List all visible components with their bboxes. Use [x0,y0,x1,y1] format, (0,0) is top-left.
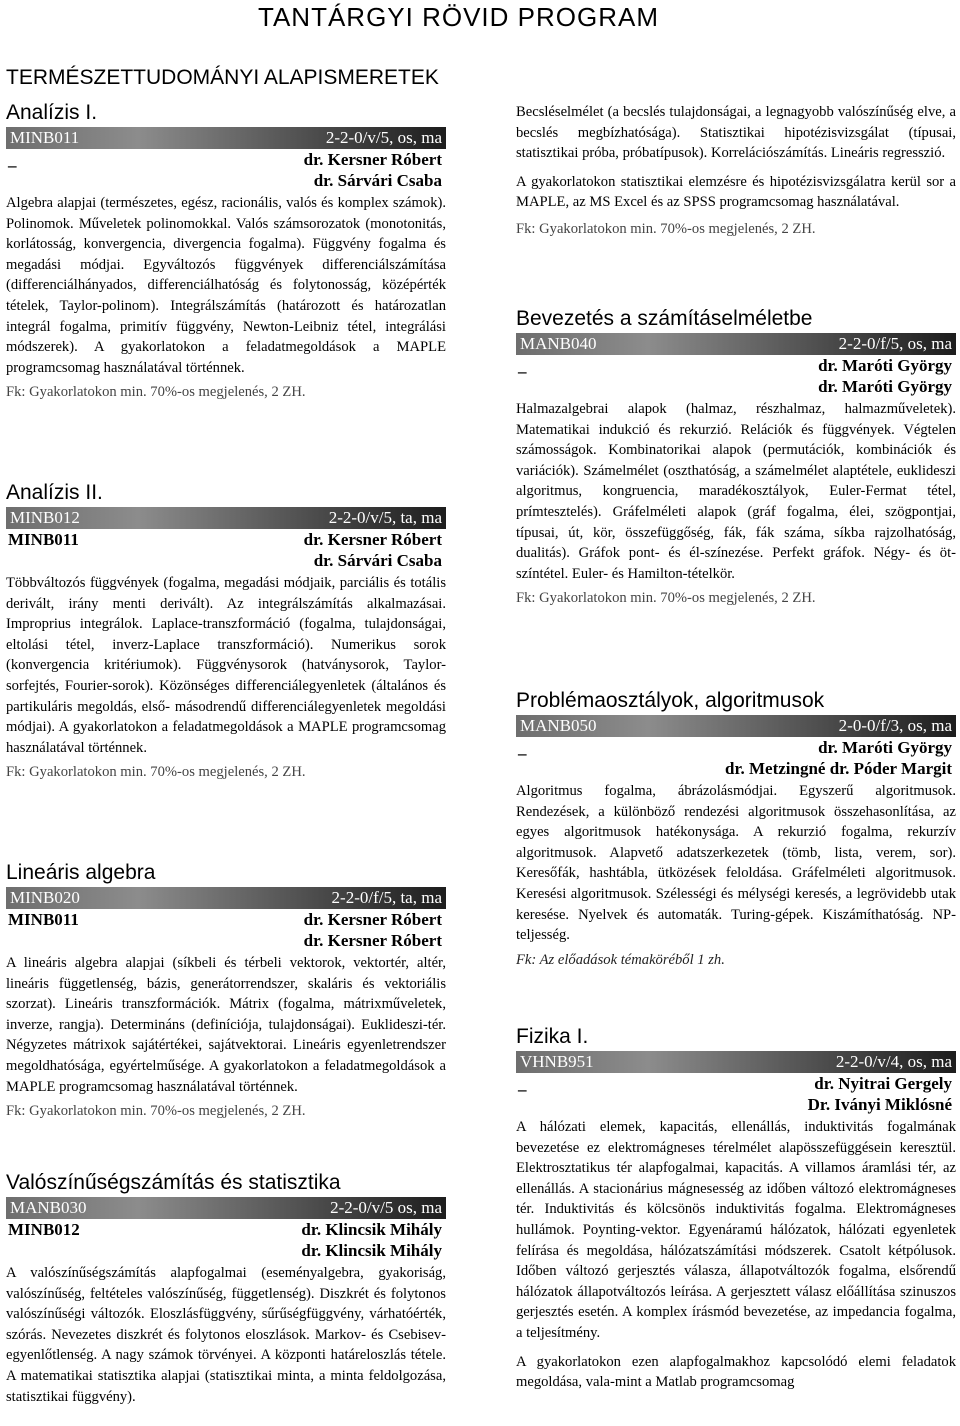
section-title: TERMÉSZETTUDOMÁNYI ALAPISMERETEK [6,66,439,89]
lecturer: dr. Klincsik Mihály [301,1220,442,1239]
course-szamitaselmelet [516,306,956,608]
prerequisite: _ [518,356,527,375]
prereq-row [6,1219,446,1240]
prerequisite: MINB012 [8,1220,80,1239]
course-code: MINB011 [10,128,80,147]
course-requirement: Fk: Gyakorlatokon min. 70%-os megjelenés, 2 ZH. [6,764,306,781]
course-title: Problémaosztályok, algoritmusok [516,689,825,712]
course-description: Halmazalgebrai alapok (halmaz, részhalmaz, halmazműveletek). Matematikai indukció és rekurzió. Relációk és függvények. Végtelen számosságok. Kombinatorikai alapok (permutációk, kombinációk és variációk). Számelmélet (oszthatóság, a számelmélet alaptétele, euklideszi algoritmus, kongruencia, maradékosztályok, Euler-Fermat tétel, prímtesztelés). Gráfelméleti alapok (gráf fogalma, élei, szögpontjai, típusai, út, kör, összefüggőség, fák, fák száma, síkba rajzolhatóság, dualitás). Gráfok pont- és él-színezése. Perfekt gráfok. Négy- és öt-színtétel. Euler- és Hamilton-tételkör. [516,401,956,582]
prereq-row [6,909,446,930]
course-code-bar [516,1051,956,1073]
course-title: Analízis I. [6,101,98,124]
course-code: MINB020 [10,888,80,907]
practice-teacher: dr. Maróti György [818,377,952,396]
course-credits: 2-0-0/f/3, os, ma [838,716,952,735]
prereq-row [6,149,446,170]
course-fizika-1 [516,1024,956,1393]
course-title: Analízis II. [6,481,103,504]
course-credits: 2-2-0/v/4, os, ma [835,1052,952,1071]
course-code-bar [516,715,956,737]
course-linearis-algebra [6,860,446,1121]
prereq-row [516,1073,956,1094]
lecturer: dr. Kersner Róbert [303,530,442,549]
course-description: Algoritmus fogalma, ábrázolásmódjai. Egyszerű algoritmusok. Rendezések, a különböző rendezési algoritmusok összehasonlítása, az egyes algoritmusok hatékonysága. A rekurzió fogalma, rekurzív algoritmusok. Alapvető adatszerkezetek (tömb, lista, verem, sor). Keresőfák, hashtábla, ütközések feloldása. Gráfelméleti algoritmusok. Keresési algoritmusok. Szélességi és mélységi keresés, a legrövidebb utak keresése. Nyelvek és automaták. Turing-gépek. Kiszámíthatóság. NP-teljesség. [516,783,956,944]
course-title: Fizika I. [516,1025,589,1048]
course-code: MINB012 [10,508,80,527]
continuation-text-1: Becsléselmélet (a becslés tulajdonságai, a legnagyobb valószínűség elve, a becslés megbízhatósága). Statisztikai hipotézisvizsgálat (típusai, statisztikai próba, próbatípusok). Korrelációszámítás. Lineáris regresszió. [516,104,956,162]
lecturer: dr. Kersner Róbert [303,910,442,929]
course-code: MANB030 [10,1198,87,1217]
continuation-text-2: A gyakorlatokon statisztikai elemzésre és hipotézisvizsgálatra kerül sor a MAPLE, az MS Excel és az SPSS programcsomag használatával. [516,173,956,211]
course-title: Lineáris algebra [6,861,156,884]
course-problemaosztalyok [516,688,956,970]
course-code: MANB050 [520,716,597,735]
course-analizis-2 [6,480,446,782]
course-credits: 2-2-0/f/5, os, ma [838,334,952,353]
lecturer: dr. Maróti György [818,738,952,757]
practice-teacher: Dr. Iványi Miklósné [807,1095,952,1114]
course-title: Bevezetés a számításelméletbe [516,307,813,330]
prerequisite: _ [518,738,527,757]
course-description: Többváltozós függvények (fogalma, megadási módjaik, parciális és totális derivált, irány menti derivált). Az integrálszámítás alkalmazásai. Improprius integrálok. Laplace-transzformáció (fogalma, tulajdonságai, eltolási tétel, inverz-Laplace transzformáció). Numerikus sorok (konvergencia kritériumok). Függvénysorok (hatványsorok, Taylor-sorfejtés, Fourier-sorok). Közönséges differenciálegyenletek (általános és partikuláris megoldás, első- másodrendű differenciálegyenletek megoldási módjai). A gyakorlatokon a feladatmegoldások a MAPLE programcsomag használatával történnek. [6,575,446,756]
course-code-bar [6,1197,446,1219]
page-title: TANTÁRGYI RÖVID PROGRAM [258,2,659,32]
course-code-bar [6,507,446,529]
lecturer: dr. Kersner Róbert [303,150,442,169]
practice-teacher: dr. Kersner Róbert [303,931,442,950]
course-code: VHNB951 [520,1052,594,1071]
prerequisite: MINB011 [8,910,79,929]
course-requirement: Fk: Gyakorlatokon min. 70%-os megjelenés, 2 ZH. [6,384,306,401]
course-requirement: Fk: Gyakorlatokon min. 70%-os megjelenés, 2 ZH. [516,590,816,607]
course-description: Algebra alapjai (természetes, egész, racionális, valós és komplex számok). Polinomok. Műveletek polinomokkal. Valós számsorozatok (monotonitás, korlátosság, konvergencia, divergencia fogalma). Függvény fogalma és megadási módjai. Egyváltozós függvények differenciálszámítása (differenciálhányados, differenciálhatóság és folytonosság, középérték tételek, Taylor-polinom). Integrálszámítás (határozott és határozatlan integrál fogalma, primitív függvény, Newton-Leibniz tétel, integrálási módszerek). A gyakorlatokon a feladatmegoldások a MAPLE programcsomag használatával történnek. [6,195,446,376]
course-description: A lineáris algebra alapjai (síkbeli és térbeli vektorok, vektortér, altér, lineáris függetlenség, bázis, generátorrendszer, skaláris és vektoriális szorzat). Lineáris transzformációk. Mátrix (fogalma, mátrixműveletek, inverze, rangja). Determináns (definíciója, tulajdonságai). Euklideszi-tér. Négyzetes mátrixok sajátértékei, sajátvektorai. Lineáris egyenletrendszer megoldhatósága, egyértelműsége. A gyakorlatokon a feladatmegoldások a MAPLE programcsomag használatával történnek. [6,955,446,1095]
lecturer: dr. Maróti György [818,356,952,375]
continuation-requirement: Fk: Gyakorlatokon min. 70%-os megjelenés, 2 ZH. [516,220,816,237]
prereq-row [516,737,956,758]
course-description-2: A gyakorlatokon ezen alapfogalmakhoz kapcsolódó elemi feladatok megoldása, vala-mint a Matlab programcsomag [516,1353,956,1391]
course-analizis-1 [6,100,446,402]
course-requirement: Fk: Gyakorlatokon min. 70%-os megjelenés, 2 ZH. [6,1103,306,1120]
course-credits: 2-2-0/v/5, ta, ma [328,508,442,527]
prerequisite: _ [518,1074,527,1093]
lecturer: dr. Nyitrai Gergely [814,1074,952,1093]
prerequisite: _ [8,150,17,169]
prereq-row [516,355,956,376]
course-code-bar [516,333,956,355]
course-requirement: Fk: Az előadások témaköréből 1 zh. [516,951,725,968]
course-code: MANB040 [520,334,597,353]
prerequisite: MINB011 [8,530,79,549]
course-credits: 2-2-0/v/5, os, ma [325,128,442,147]
course-valoszinuseg [6,1170,446,1407]
prereq-row [6,529,446,550]
course-description: A valószínűségszámítás alapfogalmai (eseményalgebra, gyakoriság, valószínűség, feltételes valószínűség, függetlenség). Diszkrét és folytonos valószínűségi változók. Eloszlásfüggvény, sűrűségfüggvény, várhatóérték, szórás. Nevezetes diszkrét és folytonos eloszlások. Markov- és Csebisev-egyenlőtlenség. A nagy számok törvényei. A központi határeloszlás tétele. A matematikai statisztika alapjai (statisztikai minta, a minta feldolgozása, statisztikai függvény). [6,1265,446,1405]
practice-teacher: dr. Metzingné dr. Póder Margit [725,759,952,778]
practice-teacher: dr. Klincsik Mihály [301,1241,442,1260]
course-code-bar [6,887,446,909]
course-credits: 2-2-0/v/5 os, ma [330,1198,442,1217]
course-code-bar [6,127,446,149]
continuation-block [516,100,956,239]
course-title: Valószínűségszámítás és statisztika [6,1171,341,1194]
practice-teacher: dr. Sárvári Csaba [313,171,442,190]
course-description: A hálózati elemek, kapacitás, ellenállás, induktivitás fogalmának bevezetése ez elektromágneses térelmélet alapösszefüggésein keresztül. Elektrosztatikus tér alapfogalmai, kapacitás. A villamos áramlási tér, az ellenállás. A stacionárius mágnesesség az időben változó elektromágneses tér. Induktivitás és kölcsönös induktivitás fogalma. Elektromágneses hullámok. Poynting-vektor. Egyenáramú hálózatok, hálózati egyenletek felírása és megoldása, hálózatszámítási módszerek. Csatolt kétpólusok. Időben változó gerjesztés válasza, állapotváltozók fogalma, elsőrendű hálózatok állapotváltozós leírása. A gerjesztett válasz előállítása szinuszos gerjesztés esetén. A komplex írásmód bevezetése, az impedancia fogalma, a teljesítmény. [516,1119,956,1341]
course-credits: 2-2-0/f/5, ta, ma [331,888,442,907]
practice-teacher: dr. Sárvári Csaba [313,551,442,570]
